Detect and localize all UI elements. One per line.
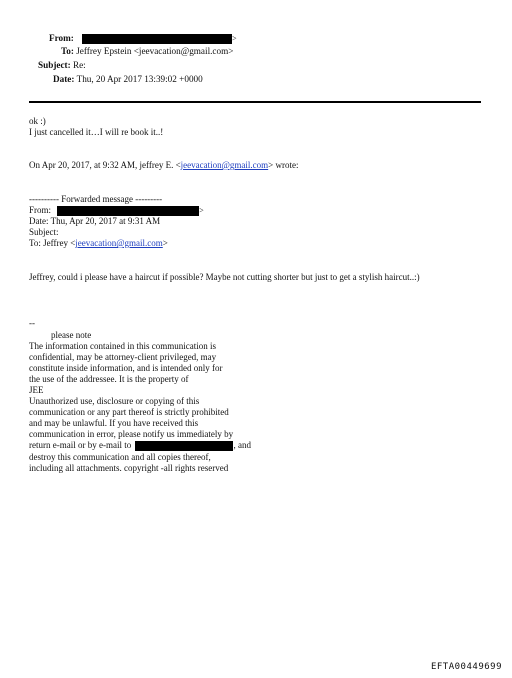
header-from-label: From: xyxy=(49,33,74,43)
disclaimer-closing-line: including all attachments. copyright -all rights reserved xyxy=(29,463,229,473)
forwarded-date: Date: Thu, Apr 20, 2017 at 9:31 AM xyxy=(29,216,161,226)
disclaimer-line: and may be unlawful. If you have received this xyxy=(29,418,199,428)
disclaimer-line: constitute inside information, and is intended only for xyxy=(29,363,223,373)
redaction-box xyxy=(135,441,233,451)
quote-intro-email-link[interactable]: jeevacation@gmail.com xyxy=(180,160,269,170)
header-date-row xyxy=(53,73,203,85)
redaction-box xyxy=(82,34,232,44)
forwarded-to-row xyxy=(29,238,168,249)
header-date-value: Thu, 20 Apr 2017 13:39:02 +0000 xyxy=(76,74,203,84)
quote-intro xyxy=(29,160,299,171)
disclaimer-line: The information contained in this communication is xyxy=(29,341,216,351)
disclaimer-return-suffix: , and xyxy=(233,440,251,450)
redaction-box xyxy=(57,206,199,216)
header-from-suffix: > xyxy=(232,34,237,43)
header-subject-row xyxy=(38,59,86,71)
forwarded-to-suffix: > xyxy=(162,238,168,248)
disclaimer-closing-line: destroy this communication and all copies thereof, xyxy=(29,452,211,462)
disclaimer-return-row xyxy=(29,440,251,451)
reply-line-1: ok :) xyxy=(29,116,46,126)
quote-intro-prefix: On Apr 20, 2017, at 9:32 AM, jeffrey E. < xyxy=(29,160,181,170)
disclaimer-line: confidential, may be attorney-client privileged, may xyxy=(29,352,217,362)
header-subject-label: Subject: xyxy=(38,60,71,70)
header-to-value: Jeffrey Epstein <jeevacation@gmail.com> xyxy=(76,46,234,56)
forwarded-from-suffix: > xyxy=(199,206,204,215)
forwarded-subject: Subject: xyxy=(29,227,59,237)
quote-intro-suffix: > wrote: xyxy=(268,160,299,170)
header-to-row xyxy=(61,45,233,57)
forwarded-to-prefix: To: Jeffrey < xyxy=(29,238,76,248)
forwarded-from-row xyxy=(29,205,204,216)
reply-line-2: I just cancelled it…I will re book it..! xyxy=(29,127,164,137)
disclaimer-line: Unauthorized use, disclosure or copying of this xyxy=(29,396,200,406)
disclaimer-return-prefix: return e-mail or by e-mail to xyxy=(29,440,132,450)
header-divider xyxy=(29,101,481,103)
header-from-row xyxy=(49,32,237,45)
forwarded-banner: ---------- Forwarded message --------- xyxy=(29,194,163,204)
disclaimer-title: please note xyxy=(51,330,92,340)
disclaimer-line: JEE xyxy=(29,385,44,395)
forwarded-from-label: From: xyxy=(29,205,52,215)
message-body: Jeffrey, could i please have a haircut if possible? Maybe not cutting shorter but just to get a stylish haircut..:) xyxy=(29,272,420,282)
disclaimer-line: communication or any part thereof is strictly prohibited xyxy=(29,407,229,417)
header-to-label: To: xyxy=(61,46,74,56)
header-date-label: Date: xyxy=(53,74,75,84)
signature-separator: -- xyxy=(29,318,35,328)
document-id: EFTA00449699 xyxy=(430,662,502,672)
disclaimer-line: the use of the addressee. It is the property of xyxy=(29,374,189,384)
header-subject-value: Re: xyxy=(72,60,86,70)
forwarded-to-email-link[interactable]: jeevacation@gmail.com xyxy=(75,238,163,248)
disclaimer-line: communication in error, please notify us immediately by xyxy=(29,429,234,439)
